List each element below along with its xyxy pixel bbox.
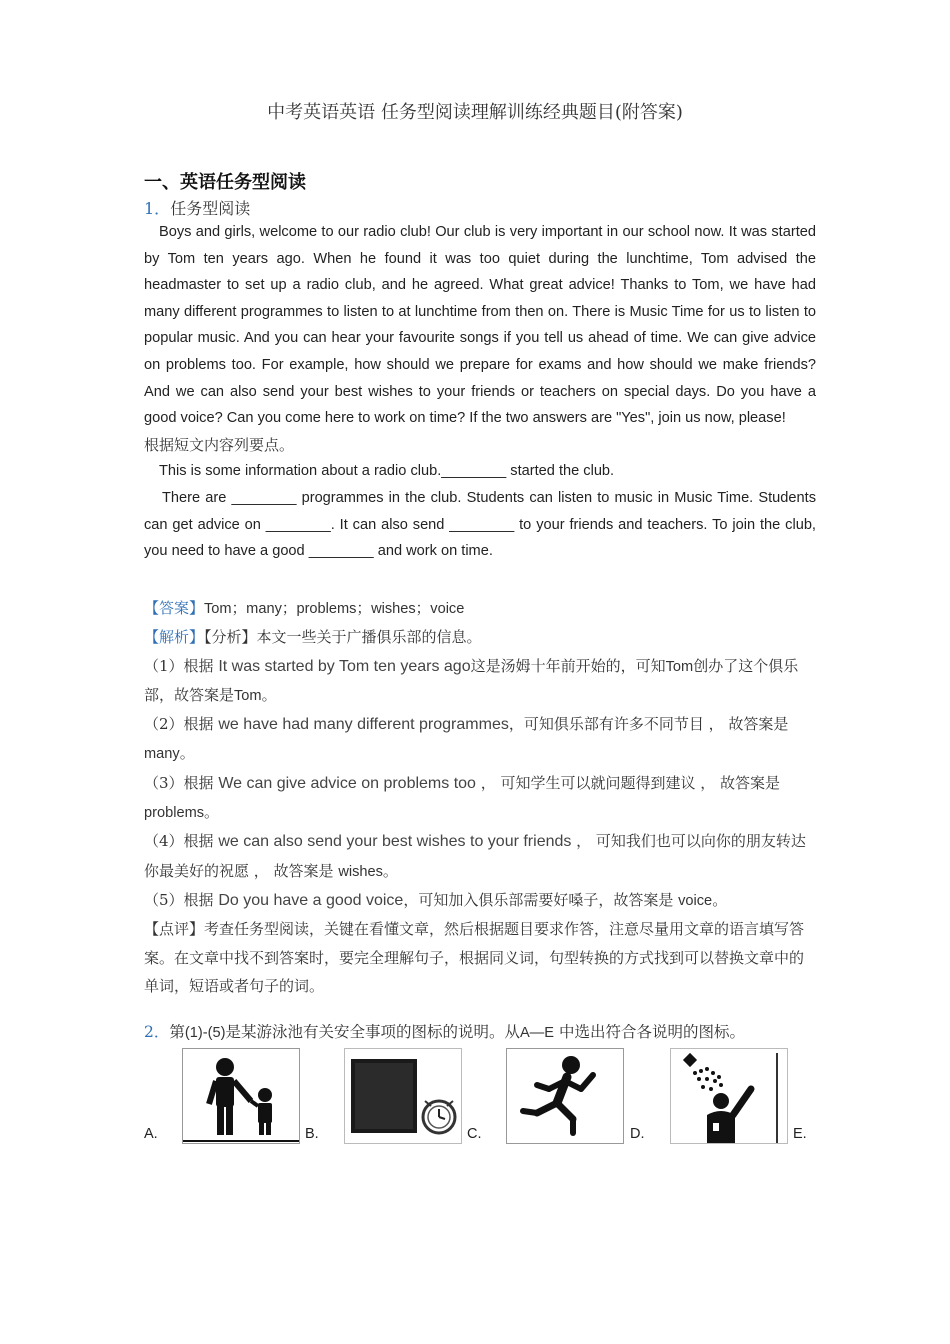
option-label-a: A. (144, 1126, 158, 1142)
option-label-c: C. (467, 1126, 482, 1142)
answer-tag: 【答案】 (144, 599, 205, 617)
instruction-text: 根据短文内容列要点。 (144, 435, 295, 454)
answer-block (144, 594, 816, 1000)
explanation-4: （4）根据 we can also send your best wishes to your friends ， 可知我们也可以向你的朋友转达你最美好的祝愿 ， 故答案是 wishes。 (144, 832, 806, 880)
explanation-5: （5）根据 Do you have a good voice，可知加入俱乐部需要好嗓子，故答案是 voice。 (144, 890, 728, 909)
answer-line (144, 594, 816, 623)
analysis-tag: 【解析】 (144, 628, 205, 647)
explanation-3: （3）根据 We can give advice on problems too ， 可知学生可以就问题得到建议 ， 故答案是 problems。 (144, 773, 781, 822)
explanation-1: （1）根据 It was started by Tom ten years ago这是汤姆十年前开始的，可知Tom创办了这个俱乐部，故答案是Tom。 (144, 656, 799, 704)
explanation-2: （2）根据 we have had many different programmes，可知俱乐部有许多不同节目 ， 故答案是 many。 (144, 715, 789, 763)
task-line-1: This is some information about a radio club.________ started the club. (159, 463, 615, 480)
analysis-line (144, 623, 816, 651)
analysis-intro: 【分析】本文一些关于广播俱乐部的信息。 (204, 628, 482, 647)
page-title: 中考英语英语 任务型阅读理解训练经典题目(附答案) (267, 102, 683, 123)
comment-text: 【点评】考查任务型阅读，关键在看懂文章，然后根据题目要求作答，注意尽量用文章的语言填写答案。在文章中找不到答案时，要完全理解句子，根据同义词，句型转换的方式找到可以替换文章中的单词，短语或者句子的词。 (144, 920, 805, 995)
running-icon (506, 1048, 624, 1144)
question-1-header (144, 196, 250, 219)
reading-passage (144, 219, 816, 565)
task-line-2: There are ________ programmes in the club. Students can listen to music in Music Time. Students can get advice on ________. It can also send ________ to your friends and teachers. To join the club, you need to have a good ________ and work on time. (144, 489, 816, 560)
question-2-header: 2．第(1)-(5)是某游泳池有关安全事项的图标的说明。从A—E 中选出符合各说明的图标。 (144, 1023, 745, 1041)
passage-text: Boys and girls, welcome to our radio club! Our club is very important in our school now. It was started by Tom ten years ago. When he found it was too quiet during the lunchtime, Tom advised the headmaster to set up a radio club, and he agreed. What great advice! Thanks to Tom, we have had many different programmes to listen to at lunchtime from then on. There is Music Time for us to listen to popular music. And you can hear your favourite songs if you tell us ahead of time. We can give advice on problems too. For example, how should we prepare for exams and how should we make friends? And we can also send your best wishes to your friends or teachers on special days. Do you have a good voice? Can you come here to work on time? If the two answers are "Yes", join us now, please! (144, 224, 816, 427)
question-number: 2． (144, 1023, 170, 1041)
shower-icon (670, 1048, 788, 1144)
question-label: 任务型阅读 (170, 199, 251, 218)
question-number: 1． (144, 199, 171, 218)
answer-text: Tom；many；problems；wishes；voice (204, 601, 465, 617)
adult-child-icon (182, 1048, 300, 1144)
clock-icon (344, 1048, 462, 1144)
option-label-b: B. (305, 1126, 319, 1142)
option-label-e: E. (793, 1126, 807, 1142)
option-label-d: D. (630, 1126, 645, 1142)
section-heading: 一、英语任务型阅读 (144, 172, 306, 193)
icon-options (144, 1048, 824, 1148)
